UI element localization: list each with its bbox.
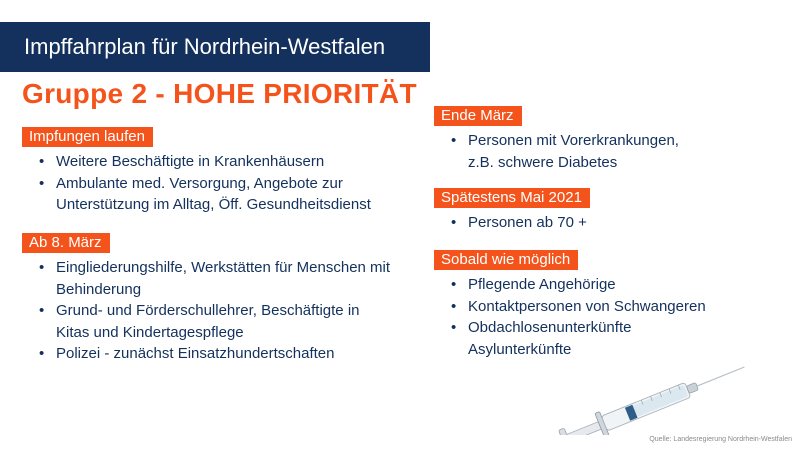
section-ab-8-maerz [22,233,417,365]
item-list [22,257,417,365]
syringe-icon [552,355,752,435]
item-list [22,151,417,216]
source-caption: Quelle: Landesregierung Nordrhein-Westfalen [649,436,792,443]
item-list [434,274,734,360]
section-spaetestens-mai [434,188,734,234]
section-tag: Sobald wie möglich [434,250,578,270]
list-item: • Polizei - zunächst Einsatzhundertschaften [22,343,417,365]
list-item: • Ambulante med. Versorgung, Angebote zur Unterstützung im Alltag, Öff. Gesundheitsdienst [22,173,401,216]
section-impfungen-laufen [22,127,417,216]
section-tag: Ab 8. März [22,233,110,253]
item-list [434,130,734,173]
section-tag: Impfungen laufen [22,127,153,147]
header-banner [0,22,430,72]
list-item: • Kontaktpersonen von Schwangeren [434,296,734,318]
section-tag: Ende März [434,106,522,126]
page-title: Impffahrplan für Nordrhein-Westfalen [24,34,386,59]
list-item: • Obdachlosenunterkünfte Asylunterkünfte [434,317,683,360]
list-item: • Personen ab 70 + [434,212,734,234]
list-item: • Weitere Beschäftigte in Krankenhäusern [22,151,417,173]
list-item: • Personen mit Vorerkrankungen, z.B. schwere Diabetes [434,130,708,173]
section-ende-maerz [434,106,734,173]
section-sobald-wie-moeglich [434,250,734,360]
list-item: • Grund- und Förderschullehrer, Beschäftigte in Kitas und Kindertagespflege [22,300,396,343]
section-tag: Spätestens Mai 2021 [434,188,590,208]
group-title: Gruppe 2 - HOHE PRIORITÄT [22,78,417,109]
item-list [434,212,734,234]
list-item: • Eingliederungshilfe, Werkstätten für Menschen mit Behinderung [22,257,396,300]
list-item: • Pflegende Angehörige [434,274,734,296]
